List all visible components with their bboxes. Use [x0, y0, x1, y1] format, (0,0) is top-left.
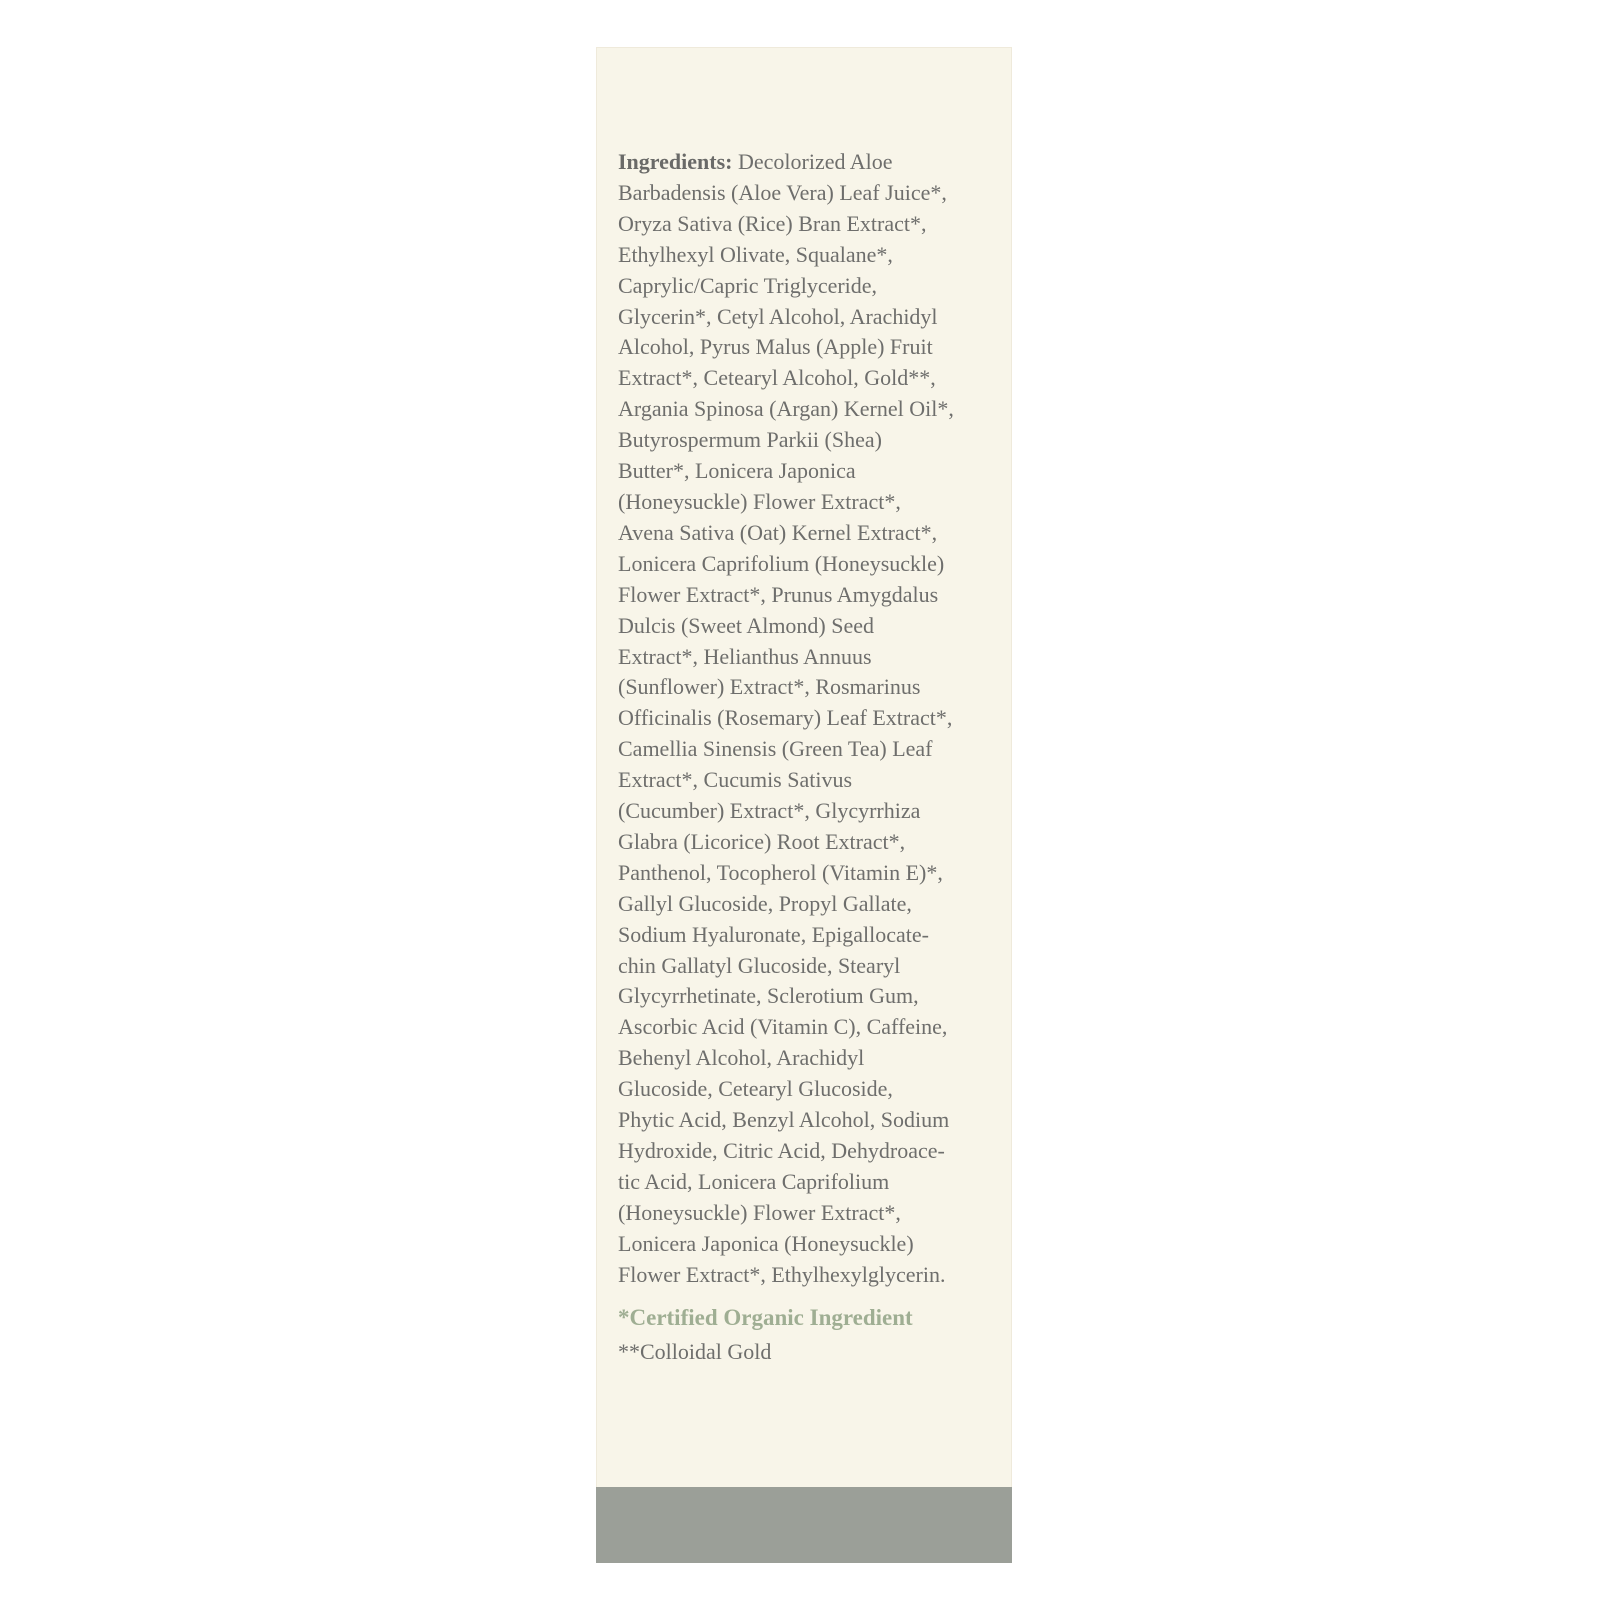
ingredients-line: Ascorbic Acid (Vitamin C), Caffeine,: [618, 1014, 948, 1040]
ingredients-text: Decolorized Aloe: [738, 149, 893, 174]
ingredients-line: Argania Spinosa (Argan) Kernel Oil*,: [618, 396, 954, 422]
ingredients-line: Dulcis (Sweet Almond) Seed: [618, 612, 875, 638]
ingredients-line: tic Acid, Lonicera Caprifolium: [618, 1168, 890, 1194]
ingredients-line: Sodium Hyaluronate, Epigallocate-: [618, 921, 929, 947]
ingredients-line: Avena Sativa (Oat) Kernel Extract*,: [618, 519, 938, 545]
ingredients-line: Glycerin*, Cetyl Alcohol, Arachidyl: [618, 303, 938, 329]
colloidal-gold-footnote: **Colloidal Gold: [618, 1339, 772, 1365]
ingredients-line: Glabra (Licorice) Root Extract*,: [618, 828, 906, 854]
ingredients-line: Extract*, Cetearyl Alcohol, Gold**,: [618, 365, 936, 391]
ingredients-line: Flower Extract*, Ethylhexylglycerin.: [618, 1261, 946, 1287]
package-side-panel: [596, 47, 1012, 1563]
ingredients-heading: Ingredients:: [618, 149, 733, 174]
ingredients-line: Extract*, Helianthus Annuus: [618, 643, 872, 669]
certified-organic-footnote: *Certified Organic Ingredient: [618, 1304, 913, 1330]
ingredients-line: Hydroxide, Citric Acid, Dehydroace-: [618, 1138, 945, 1163]
ingredients-line: Behenyl Alcohol, Arachidyl: [618, 1045, 865, 1071]
ingredients-line: Alcohol, Pyrus Malus (Apple) Fruit: [618, 334, 933, 360]
ingredients-line: Glucoside, Cetearyl Glucoside,: [618, 1076, 893, 1102]
ingredients-line: Oryza Sativa (Rice) Bran Extract*,: [618, 210, 927, 236]
ingredients-line: Butyrospermum Parkii (Shea): [618, 427, 882, 453]
ingredients-line: Extract*, Cucumis Sativus: [618, 767, 853, 793]
ingredients-line: Gallyl Glucoside, Propyl Gallate,: [618, 890, 912, 916]
ingredients-line: Ethylhexyl Olivate, Squalane*,: [618, 241, 893, 267]
ingredients-line: Flower Extract*, Prunus Amygdalus: [618, 581, 939, 607]
ingredients-list: [618, 147, 992, 1368]
ingredients-line-0: [618, 147, 992, 178]
ingredients-line: Panthenol, Tocopherol (Vitamin E)*,: [618, 859, 943, 885]
ingredients-line: Glycyrrhetinate, Sclerotium Gum,: [618, 983, 919, 1009]
ingredients-line: Caprylic/Capric Triglyceride,: [618, 272, 878, 298]
ingredients-line: (Honeysuckle) Flower Extract*,: [618, 1199, 901, 1225]
ingredients-line: Lonicera Japonica (Honeysuckle): [618, 1230, 914, 1256]
ingredients-line: (Cucumber) Extract*, Glycyrrhiza: [618, 798, 921, 824]
ingredients-line: Butter*, Lonicera Japonica: [618, 458, 856, 484]
ingredients-line: Camellia Sinensis (Green Tea) Leaf: [618, 736, 933, 762]
ingredients-line: Phytic Acid, Benzyl Alcohol, Sodium: [618, 1107, 950, 1133]
ingredients-line: (Honeysuckle) Flower Extract*,: [618, 488, 901, 514]
ingredients-line: Officinalis (Rosemary) Leaf Extract*,: [618, 705, 953, 731]
bottom-color-band: [596, 1487, 1012, 1563]
ingredients-line: Lonicera Caprifolium (Honeysuckle): [618, 550, 945, 576]
ingredients-line: (Sunflower) Extract*, Rosmarinus: [618, 674, 921, 700]
ingredients-line: Barbadensis (Aloe Vera) Leaf Juice*,: [618, 179, 947, 205]
ingredients-line: chin Gallatyl Glucoside, Stearyl: [618, 952, 901, 978]
